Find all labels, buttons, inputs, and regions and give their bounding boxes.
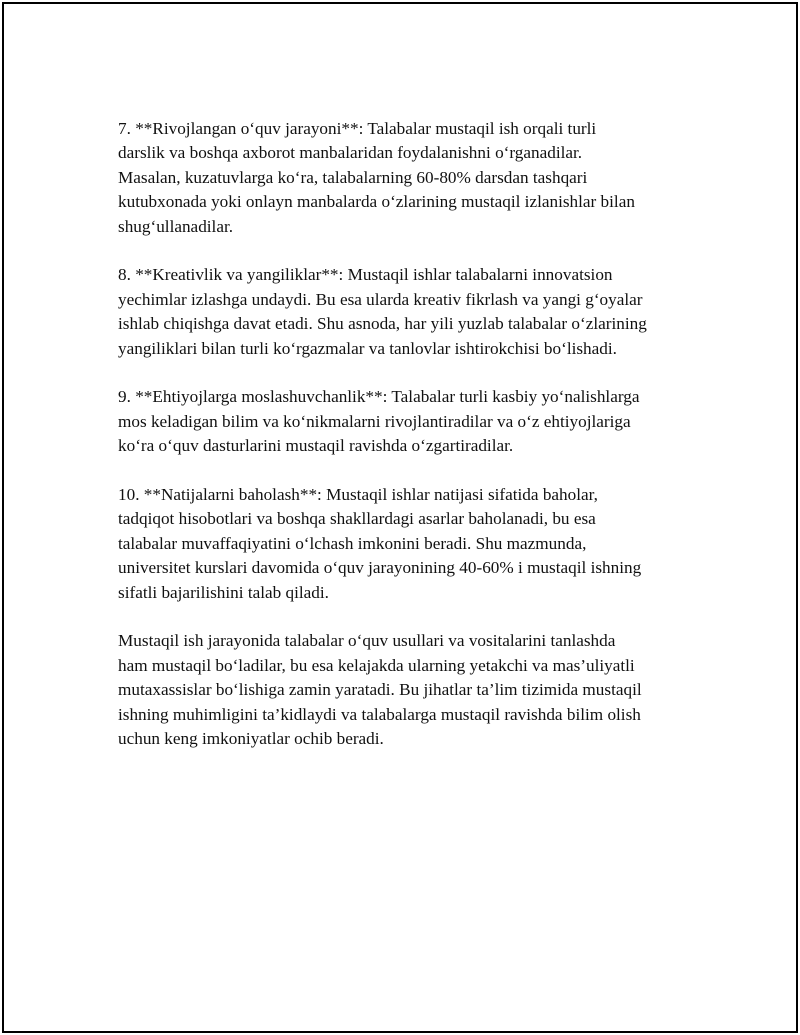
text-line: ham mustaqil boʻladilar, bu esa kelajakda ularning yetakchi va mas’uliyatli xyxy=(118,655,635,675)
paragraph-10 xyxy=(118,483,698,605)
text-line: kutubxonada yoki onlayn manbalarda oʻzlarining mustaqil izlanishlar bilan xyxy=(118,192,635,212)
text-line: 7. **Rivojlangan oʻquv jarayoni**: Talabalar mustaqil ish orqali turli xyxy=(118,119,597,138)
text-line: shugʻullanadilar. xyxy=(118,216,234,236)
text-line: 8. **Kreativlik va yangiliklar**: Mustaqil ishlar talabalarni innovatsion xyxy=(118,265,613,285)
text-line: yangiliklari bilan turli koʻrgazmalar va tanlovlar ishtirokchisi boʻlishadi. xyxy=(118,338,617,358)
paragraph-conclusion xyxy=(118,629,698,751)
text-line: darslik va boshqa axborot manbalaridan foydalanishni oʻrganadilar. xyxy=(118,143,583,163)
text-line: talabalar muvaffaqiyatini oʻlchash imkonini beradi. Shu mazmunda, xyxy=(118,533,587,553)
text-line: 9. **Ehtiyojlarga moslashuvchanlik**: Talabalar turli kasbiy yoʻnalishlarga xyxy=(118,387,640,407)
text-line: uchun keng imkoniyatlar ochib beradi. xyxy=(118,729,384,749)
document-body xyxy=(118,117,698,776)
paragraph-7 xyxy=(118,117,698,239)
text-line: mutaxassislar boʻlishiga zamin yaratadi. Bu jihatlar ta’lim tizimida mustaqil xyxy=(118,680,642,700)
text-line: tadqiqot hisobotlari va boshqa shakllardagi asarlar baholanadi, bu esa xyxy=(118,509,596,529)
text-line: mos keladigan bilim va koʻnikmalarni rivojlantiradilar va oʻz ehtiyojlariga xyxy=(118,411,631,431)
text-line: Mustaqil ish jarayonida talabalar oʻquv usullari va vositalarini tanlashda xyxy=(118,631,616,651)
text-line: universitet kurslari davomida oʻquv jarayonining 40-60% i mustaqil ishning xyxy=(118,558,642,578)
text-line: ishlab chiqishga davat etadi. Shu asnoda, har yili yuzlab talabalar oʻzlarining xyxy=(118,314,647,334)
paragraph-9 xyxy=(118,385,698,458)
text-line: sifatli bajarilishini talab qiladi. xyxy=(118,582,329,602)
text-line: Masalan, kuzatuvlarga koʻra, talabalarning 60-80% darsdan tashqari xyxy=(118,167,588,187)
text-line: 10. **Natijalarni baholash**: Mustaqil ishlar natijasi sifatida baholar, xyxy=(118,485,598,505)
text-line: yechimlar izlashga undaydi. Bu esa ularda kreativ fikrlash va yangi gʻoyalar xyxy=(118,289,643,309)
text-line: ishning muhimligini ta’kidlaydi va talabalarga mustaqil ravishda bilim olish xyxy=(118,704,641,724)
paragraph-8 xyxy=(118,263,698,361)
text-line: koʻra oʻquv dasturlarini mustaqil ravishda oʻzgartiradilar. xyxy=(118,436,514,456)
